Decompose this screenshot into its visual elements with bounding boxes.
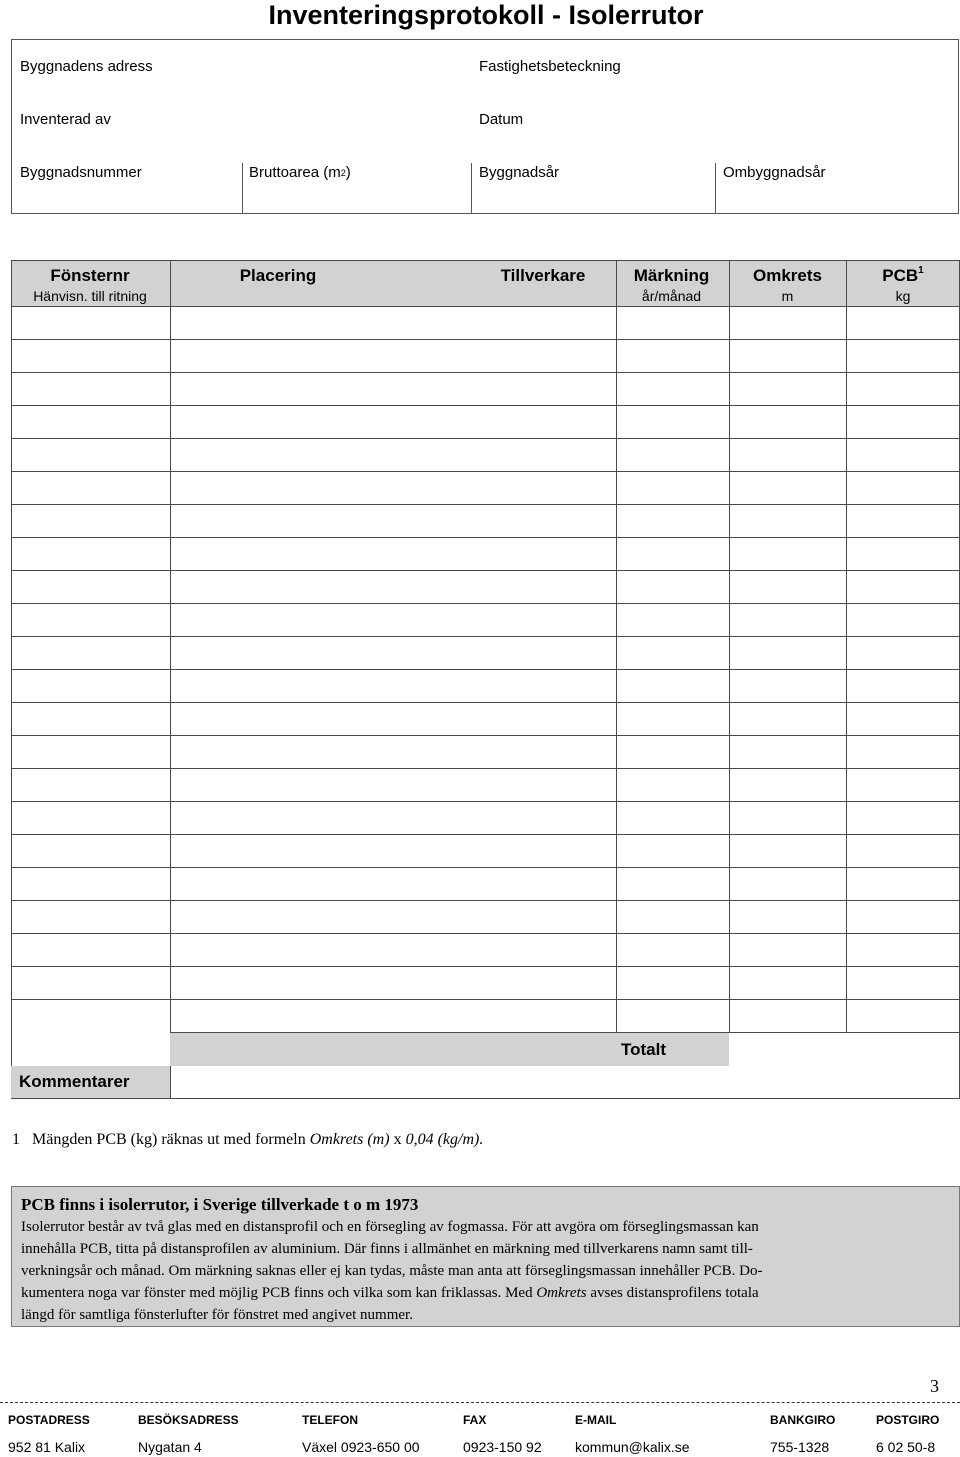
date-label: Datum [479, 111, 524, 128]
footer-label-bankgiro: BANKGIRO [770, 1413, 836, 1427]
page-title: Inventeringsprotokoll - Isolerrutor [268, 0, 704, 30]
footer-divider [0, 1402, 960, 1403]
table-column-line [170, 260, 171, 1033]
table-row-line [11, 405, 960, 406]
table-column-line [11, 260, 12, 1033]
table-row-line [11, 768, 960, 769]
table-row-line [11, 867, 960, 868]
table-row-line [11, 438, 960, 439]
footnote: 1 Mängden PCB (kg) räknas ut med formeln Omkrets (m) x 0,04 (kg/m). [12, 1131, 484, 1148]
table-row-line [11, 471, 960, 472]
rebuild-year-label: Ombyggnadsår [723, 164, 826, 181]
pcb-info-line: kumentera noga var fönster med möjlig PCB finns och vilka som kan friklassas. Med Omkrets avses distansprofilens totala [21, 1285, 759, 1301]
footer-value-email: kommun@kalix.se [575, 1439, 690, 1455]
property-designation-label: Fastighetsbeteckning [479, 58, 621, 75]
table-row-line [11, 966, 960, 967]
table-row-line [11, 504, 960, 505]
table-row-line [11, 801, 960, 802]
building-address-label: Byggnadens adress [20, 58, 153, 75]
footer-label-fax: FAX [463, 1413, 487, 1427]
table-column-line [729, 260, 730, 1033]
footer-value-fax: 0923-150 92 [463, 1439, 542, 1455]
footer-label-postgiro: POSTGIRO [876, 1413, 940, 1427]
footer-value-visit: Nygatan 4 [138, 1439, 202, 1455]
column-header-manufacturer: Tillverkare [500, 266, 586, 285]
building-number-label: Byggnadsnummer [20, 164, 142, 181]
table-column-line [846, 260, 847, 1033]
column-header-pcb: PCB$^1$ [882, 265, 924, 285]
building-info-box [11, 39, 959, 214]
column-subheader-meters: m [781, 288, 794, 304]
pcb-info-line: Isolerrutor består av två glas med en distansprofil och en försegling av fogmassa. För att avgöra om förseglingsmassan kan [21, 1219, 759, 1235]
divider [471, 163, 472, 214]
divider [242, 163, 243, 214]
gross-area-label: Bruttoarea $(m^2)$ [249, 164, 351, 181]
footer-label-phone: TELEFON [302, 1413, 358, 1427]
column-header-window-number: Fönsternr [50, 266, 130, 285]
inventoried-by-label: Inventerad av [20, 111, 111, 128]
table-row-line [11, 339, 960, 340]
column-header-placement: Placering [239, 266, 317, 285]
table-row-line [11, 537, 960, 538]
table-row-line [11, 933, 960, 934]
table-row-line [11, 570, 960, 571]
footer-label-email: E-MAIL [575, 1413, 617, 1427]
table-row-line [11, 900, 960, 901]
window-inventory-table [11, 260, 960, 1098]
footer-value-bankgiro: 755-1328 [770, 1439, 830, 1455]
footer-value-postal: 952 81 Kalix [8, 1439, 86, 1455]
table-row-line [11, 702, 960, 703]
table-row-line [11, 735, 960, 736]
pcb-info-line: längd för samtliga fönsterlufter för fönstret med angivet nummer. [21, 1307, 413, 1323]
table-row-line [11, 999, 960, 1000]
column-header-marking: Märkning [633, 266, 710, 285]
total-label: Totalt [621, 1040, 667, 1059]
pcb-info-line: verkningsår och månad. Om märkning saknas eller ej kan tydas, måste man anta att förseglingsmassan innehåller PCB. Do- [21, 1263, 763, 1279]
pcb-info-heading: PCB finns i isolerrutor, i Sverige tillverkade t o m 1973 [21, 1195, 419, 1214]
building-year-label: Byggnadsår [479, 164, 560, 181]
column-subheader-drawing-ref: Hänvisn. till ritning [33, 288, 147, 304]
table-row-line [11, 306, 960, 307]
table-row-line [11, 603, 960, 604]
footer-value-phone: Växel 0923-650 00 [302, 1439, 420, 1455]
table-row-line [11, 834, 960, 835]
pcb-info-line: innehålla PCB, titta på distansprofilen av aluminium. Där finns i allmänhet en märkning med tillverkarens namn samt till- [21, 1241, 753, 1257]
pcb-info-box [11, 1186, 960, 1327]
column-header-circumference: Omkrets [753, 266, 822, 285]
table-row-line [11, 372, 960, 373]
page-number: 3 [930, 1376, 939, 1396]
table-border [11, 260, 960, 261]
column-subheader-year-month: år/månad [641, 288, 702, 304]
comments-label: Kommentarer [19, 1072, 130, 1091]
table-row-line [11, 669, 960, 670]
table-row-line [11, 636, 960, 637]
footer-label-postal: POSTADRESS [8, 1413, 90, 1427]
footer-value-postgiro: 6 02 50-8 [876, 1439, 936, 1455]
table-border [11, 1098, 960, 1099]
divider [715, 163, 716, 214]
table-column-line [616, 260, 617, 1033]
column-subheader-kg: kg [895, 288, 911, 304]
footer-label-visit: BESÖKSADRESS [138, 1413, 239, 1427]
